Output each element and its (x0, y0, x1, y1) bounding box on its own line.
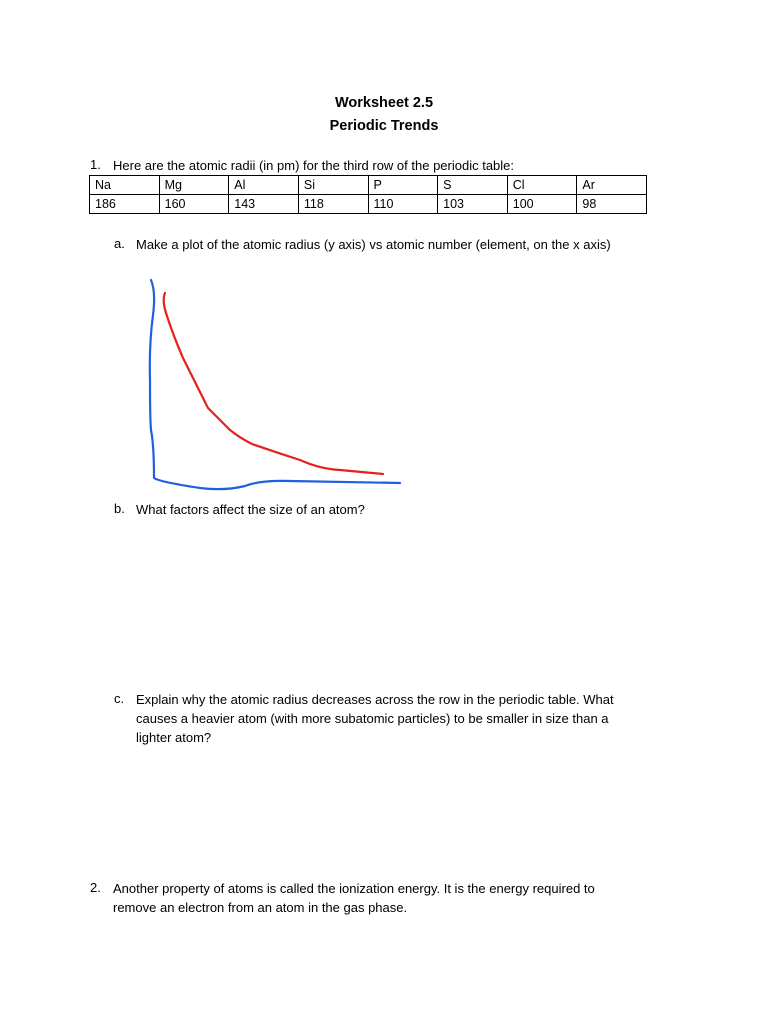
table-cell: 118 (298, 195, 368, 214)
part-c-line-1: Explain why the atomic radius decreases across the row in the periodic table. What (136, 692, 614, 707)
question-2-line-1: Another property of atoms is called the ionization energy. It is the energy required to (113, 881, 595, 896)
radius-curve-sketch (164, 293, 383, 474)
part-c-line-3: lighter atom? (136, 730, 212, 745)
part-c-line-2: causes a heavier atom (with more subatomic particles) to be smaller in size than a (136, 711, 609, 726)
question-2-line-2: remove an electron from an atom in the gas phase. (113, 900, 408, 915)
part-b-text: What factors affect the size of an atom? (136, 502, 365, 517)
question-2-number: 2. (90, 880, 101, 895)
plot-axes-sketch (150, 280, 400, 489)
table-cell: 110 (368, 195, 438, 214)
table-cell: 103 (438, 195, 508, 214)
table-cell: Si (298, 176, 368, 195)
table-cell: Na (90, 176, 160, 195)
part-a-text: Make a plot of the atomic radius (y axis) vs atomic number (element, on the x axis) (136, 237, 611, 252)
worksheet-subtitle: Periodic Trends (329, 118, 439, 134)
question-1-number: 1. (90, 157, 101, 172)
table-cell: 143 (229, 195, 299, 214)
worksheet-title: Worksheet 2.5 (334, 95, 434, 111)
table-cell: 100 (507, 195, 577, 214)
table-cell: Mg (159, 176, 229, 195)
table-cell: Ar (577, 176, 647, 195)
part-c-letter: c. (114, 691, 125, 706)
table-cell: P (368, 176, 438, 195)
table-cell: 98 (577, 195, 647, 214)
part-a-letter: a. (114, 236, 125, 251)
table-cell: Al (229, 176, 299, 195)
table-cell: S (438, 176, 508, 195)
part-b-letter: b. (114, 501, 125, 516)
table-cell: 160 (159, 195, 229, 214)
question-1-text: Here are the atomic radii (in pm) for the third row of the periodic table: (113, 158, 515, 173)
table-cell: 186 (90, 195, 160, 214)
table-cell: Cl (507, 176, 577, 195)
